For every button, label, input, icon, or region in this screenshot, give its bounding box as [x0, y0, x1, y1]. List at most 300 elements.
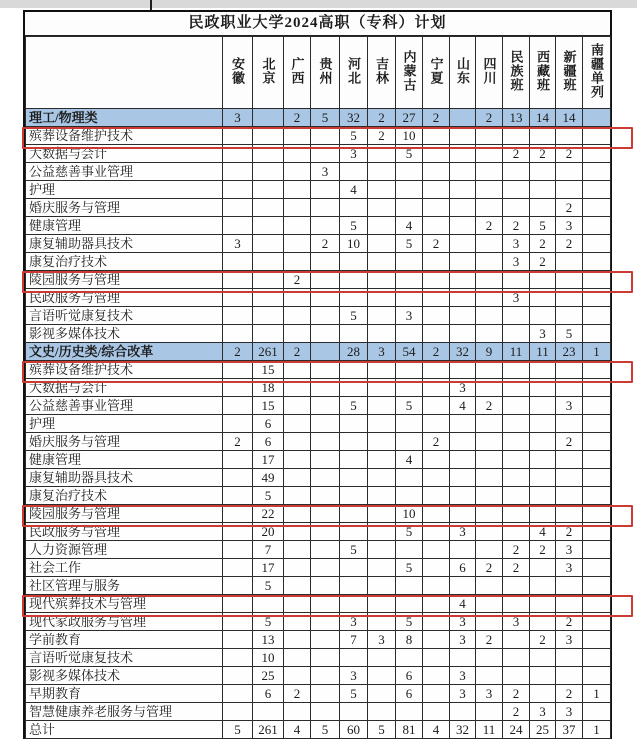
- table-row: [26, 541, 611, 559]
- value-cell: [311, 595, 340, 613]
- value-cell: [223, 631, 253, 649]
- value-cell: [340, 361, 368, 379]
- value-cell: [340, 703, 368, 721]
- value-cell: 5: [396, 145, 423, 163]
- row-label: 早期教育: [26, 685, 223, 703]
- value-cell: [503, 379, 530, 397]
- value-cell: [396, 163, 423, 181]
- value-cell: 4: [396, 451, 423, 469]
- value-cell: [423, 163, 450, 181]
- value-cell: [476, 613, 503, 631]
- value-cell: [530, 163, 556, 181]
- value-cell: [583, 613, 611, 631]
- value-cell: [368, 163, 396, 181]
- row-label: 总计: [26, 721, 223, 739]
- value-cell: [284, 595, 311, 613]
- row-label: 现代殡葬技术与管理: [26, 595, 223, 613]
- top-strip: [0, 0, 637, 8]
- value-cell: [311, 469, 340, 487]
- value-cell: [368, 703, 396, 721]
- value-cell: [396, 271, 423, 289]
- section-row: [26, 343, 611, 361]
- value-cell: [450, 451, 476, 469]
- value-cell: [476, 199, 503, 217]
- value-cell: [583, 649, 611, 667]
- value-cell: [423, 631, 450, 649]
- value-cell: [450, 325, 476, 343]
- value-cell: [556, 469, 583, 487]
- value-cell: [503, 199, 530, 217]
- value-cell: 3: [450, 523, 476, 541]
- value-cell: [556, 487, 583, 505]
- value-cell: 7: [253, 541, 284, 559]
- value-cell: [583, 181, 611, 199]
- value-cell: [556, 307, 583, 325]
- value-cell: [340, 415, 368, 433]
- table-row: [26, 631, 611, 649]
- value-cell: [368, 181, 396, 199]
- value-cell: [223, 613, 253, 631]
- value-cell: [284, 703, 311, 721]
- value-cell: [583, 325, 611, 343]
- table-row: [26, 181, 611, 199]
- value-cell: 2: [503, 559, 530, 577]
- value-cell: [223, 523, 253, 541]
- value-cell: [311, 379, 340, 397]
- value-cell: 2: [423, 235, 450, 253]
- value-cell: [368, 253, 396, 271]
- value-cell: [423, 703, 450, 721]
- value-cell: [530, 451, 556, 469]
- value-cell: [476, 379, 503, 397]
- table-row: [26, 163, 611, 181]
- value-cell: 3: [450, 379, 476, 397]
- value-cell: 2: [423, 433, 450, 451]
- value-cell: 6: [450, 559, 476, 577]
- value-cell: [503, 667, 530, 685]
- value-cell: [450, 235, 476, 253]
- value-cell: 2: [284, 343, 311, 361]
- value-cell: [223, 487, 253, 505]
- value-cell: 2: [223, 343, 253, 361]
- value-cell: [284, 217, 311, 235]
- value-cell: [340, 433, 368, 451]
- value-cell: [503, 469, 530, 487]
- value-cell: [450, 163, 476, 181]
- value-cell: 5: [311, 721, 340, 739]
- value-cell: [583, 397, 611, 415]
- table-row: [26, 235, 611, 253]
- value-cell: 3: [556, 397, 583, 415]
- value-cell: [556, 451, 583, 469]
- row-label: 民政服务与管理: [26, 289, 223, 307]
- value-cell: 261: [253, 721, 284, 739]
- table-row: [26, 379, 611, 397]
- value-cell: 3: [503, 289, 530, 307]
- value-cell: 2: [556, 199, 583, 217]
- value-cell: 3: [450, 631, 476, 649]
- value-cell: 2: [223, 433, 253, 451]
- value-cell: [284, 541, 311, 559]
- value-cell: [450, 703, 476, 721]
- value-cell: [556, 181, 583, 199]
- value-cell: [340, 253, 368, 271]
- value-cell: [423, 145, 450, 163]
- value-cell: 5: [340, 397, 368, 415]
- value-cell: 32: [340, 109, 368, 127]
- value-cell: [284, 181, 311, 199]
- value-cell: 5: [396, 523, 423, 541]
- value-cell: [583, 379, 611, 397]
- value-cell: [423, 199, 450, 217]
- value-cell: [311, 145, 340, 163]
- value-cell: 3: [450, 613, 476, 631]
- value-cell: 4: [340, 181, 368, 199]
- table-row: [26, 649, 611, 667]
- value-cell: 11: [476, 721, 503, 739]
- value-cell: [340, 649, 368, 667]
- value-cell: [583, 217, 611, 235]
- value-cell: [423, 451, 450, 469]
- value-cell: [450, 145, 476, 163]
- value-cell: [223, 649, 253, 667]
- value-cell: [503, 433, 530, 451]
- value-cell: [396, 325, 423, 343]
- value-cell: [284, 451, 311, 469]
- value-cell: [368, 469, 396, 487]
- value-cell: [253, 109, 284, 127]
- value-cell: [340, 595, 368, 613]
- value-cell: [450, 505, 476, 523]
- value-cell: [530, 127, 556, 145]
- value-cell: [530, 199, 556, 217]
- value-cell: 23: [556, 343, 583, 361]
- value-cell: 4: [396, 217, 423, 235]
- row-label: 公益慈善事业管理: [26, 163, 223, 181]
- value-cell: [223, 163, 253, 181]
- value-cell: [583, 307, 611, 325]
- value-cell: 3: [556, 703, 583, 721]
- value-cell: 5: [396, 559, 423, 577]
- value-cell: [583, 703, 611, 721]
- value-cell: 6: [253, 433, 284, 451]
- value-cell: [368, 361, 396, 379]
- value-cell: [340, 577, 368, 595]
- table-row: [26, 127, 611, 145]
- column-header: 北京: [253, 37, 284, 109]
- value-cell: [583, 433, 611, 451]
- value-cell: [530, 271, 556, 289]
- row-label: 殡葬设备维护技术: [26, 127, 223, 145]
- value-cell: [423, 217, 450, 235]
- value-cell: [423, 487, 450, 505]
- value-cell: [368, 667, 396, 685]
- value-cell: [503, 577, 530, 595]
- row-label: 健康管理: [26, 217, 223, 235]
- value-cell: [368, 271, 396, 289]
- column-header: 新疆班: [556, 37, 583, 109]
- section-row: [26, 109, 611, 127]
- value-cell: [476, 541, 503, 559]
- table-row: [26, 433, 611, 451]
- value-cell: [476, 451, 503, 469]
- program-column-header: [26, 37, 223, 109]
- value-cell: [476, 649, 503, 667]
- value-cell: [530, 361, 556, 379]
- value-cell: 32: [450, 721, 476, 739]
- value-cell: [583, 631, 611, 649]
- value-cell: 4: [450, 397, 476, 415]
- value-cell: [284, 613, 311, 631]
- value-cell: 6: [253, 685, 284, 703]
- value-cell: 5: [396, 397, 423, 415]
- row-label: 人力资源管理: [26, 541, 223, 559]
- value-cell: [476, 145, 503, 163]
- value-cell: 2: [368, 127, 396, 145]
- row-label: 健康管理: [26, 451, 223, 469]
- value-cell: [530, 181, 556, 199]
- value-cell: [530, 649, 556, 667]
- value-cell: [368, 145, 396, 163]
- value-cell: 2: [368, 109, 396, 127]
- value-cell: 5: [340, 217, 368, 235]
- value-cell: 2: [284, 271, 311, 289]
- value-cell: 3: [450, 667, 476, 685]
- value-cell: [476, 415, 503, 433]
- value-cell: [223, 577, 253, 595]
- value-cell: [223, 685, 253, 703]
- value-cell: [530, 469, 556, 487]
- table-row: [26, 415, 611, 433]
- row-label: 康复治疗技术: [26, 253, 223, 271]
- value-cell: [503, 505, 530, 523]
- value-cell: [530, 577, 556, 595]
- value-cell: 18: [253, 379, 284, 397]
- value-cell: [284, 415, 311, 433]
- value-cell: [423, 361, 450, 379]
- value-cell: [530, 415, 556, 433]
- value-cell: [311, 649, 340, 667]
- value-cell: [450, 307, 476, 325]
- value-cell: [583, 145, 611, 163]
- value-cell: 5: [340, 541, 368, 559]
- value-cell: [284, 253, 311, 271]
- value-cell: [450, 289, 476, 307]
- value-cell: [476, 271, 503, 289]
- value-cell: [311, 703, 340, 721]
- value-cell: 2: [556, 235, 583, 253]
- value-cell: [340, 469, 368, 487]
- value-cell: 14: [530, 109, 556, 127]
- table-row: [26, 145, 611, 163]
- value-cell: [223, 325, 253, 343]
- row-label: 大数据与会计: [26, 379, 223, 397]
- value-cell: [423, 397, 450, 415]
- value-cell: [311, 397, 340, 415]
- value-cell: 17: [253, 451, 284, 469]
- value-cell: 2: [530, 235, 556, 253]
- value-cell: [423, 325, 450, 343]
- value-cell: 3: [476, 685, 503, 703]
- row-label: 影视多媒体技术: [26, 667, 223, 685]
- value-cell: [503, 163, 530, 181]
- value-cell: [311, 361, 340, 379]
- value-cell: [530, 397, 556, 415]
- value-cell: 24: [503, 721, 530, 739]
- value-cell: [556, 253, 583, 271]
- value-cell: 8: [396, 631, 423, 649]
- value-cell: 5: [530, 217, 556, 235]
- value-cell: [284, 307, 311, 325]
- value-cell: [223, 397, 253, 415]
- value-cell: 3: [556, 217, 583, 235]
- value-cell: [503, 271, 530, 289]
- value-cell: 3: [556, 559, 583, 577]
- value-cell: [253, 127, 284, 145]
- value-cell: [340, 289, 368, 307]
- value-cell: [340, 199, 368, 217]
- value-cell: [368, 613, 396, 631]
- value-cell: [311, 307, 340, 325]
- value-cell: 25: [530, 721, 556, 739]
- value-cell: [223, 469, 253, 487]
- value-cell: [311, 577, 340, 595]
- value-cell: [423, 307, 450, 325]
- table-row: [26, 703, 611, 721]
- column-header: 西藏班: [530, 37, 556, 109]
- row-label: 言语听觉康复技术: [26, 307, 223, 325]
- value-cell: [450, 217, 476, 235]
- value-cell: 15: [253, 361, 284, 379]
- value-cell: [530, 505, 556, 523]
- value-cell: [583, 271, 611, 289]
- value-cell: 2: [423, 343, 450, 361]
- table-row: [26, 451, 611, 469]
- column-header: 吉林: [368, 37, 396, 109]
- value-cell: [503, 415, 530, 433]
- value-cell: 3: [503, 235, 530, 253]
- row-label: 护理: [26, 181, 223, 199]
- value-cell: 2: [423, 109, 450, 127]
- value-cell: [450, 487, 476, 505]
- row-label: 文史/历史类/综合改革: [26, 343, 223, 361]
- value-cell: [450, 577, 476, 595]
- value-cell: 2: [556, 433, 583, 451]
- value-cell: [530, 685, 556, 703]
- value-cell: [253, 595, 284, 613]
- value-cell: 3: [340, 145, 368, 163]
- value-cell: [311, 343, 340, 361]
- value-cell: 3: [556, 631, 583, 649]
- value-cell: 1: [583, 343, 611, 361]
- value-cell: 32: [450, 343, 476, 361]
- value-cell: 49: [253, 469, 284, 487]
- value-cell: [556, 595, 583, 613]
- value-cell: 3: [530, 325, 556, 343]
- value-cell: [223, 541, 253, 559]
- total-row: [26, 721, 611, 739]
- value-cell: 4: [284, 721, 311, 739]
- value-cell: [530, 307, 556, 325]
- value-cell: [368, 325, 396, 343]
- value-cell: 6: [253, 415, 284, 433]
- table-row: [26, 559, 611, 577]
- value-cell: [253, 307, 284, 325]
- table-row: [26, 397, 611, 415]
- value-cell: [396, 199, 423, 217]
- value-cell: [530, 289, 556, 307]
- value-cell: [311, 127, 340, 145]
- value-cell: [223, 505, 253, 523]
- column-header: 内蒙古: [396, 37, 423, 109]
- value-cell: [583, 487, 611, 505]
- value-cell: 2: [556, 685, 583, 703]
- value-cell: [368, 595, 396, 613]
- value-cell: [503, 397, 530, 415]
- value-cell: [396, 433, 423, 451]
- value-cell: [340, 379, 368, 397]
- value-cell: [583, 253, 611, 271]
- value-cell: [311, 433, 340, 451]
- value-cell: [311, 415, 340, 433]
- value-cell: [583, 541, 611, 559]
- table-row: [26, 307, 611, 325]
- table-row: [26, 361, 611, 379]
- value-cell: [556, 379, 583, 397]
- column-header: 宁夏: [423, 37, 450, 109]
- header-row: [26, 37, 611, 109]
- value-cell: [583, 559, 611, 577]
- value-cell: [396, 361, 423, 379]
- value-cell: [311, 451, 340, 469]
- value-cell: [583, 163, 611, 181]
- value-cell: 10: [253, 649, 284, 667]
- value-cell: [284, 145, 311, 163]
- value-cell: [284, 127, 311, 145]
- value-cell: 2: [311, 235, 340, 253]
- table-row: [26, 613, 611, 631]
- value-cell: [253, 289, 284, 307]
- value-cell: 2: [556, 613, 583, 631]
- value-cell: [423, 613, 450, 631]
- value-cell: [423, 181, 450, 199]
- value-cell: [253, 199, 284, 217]
- value-cell: [284, 289, 311, 307]
- row-label: 社会工作: [26, 559, 223, 577]
- value-cell: [476, 577, 503, 595]
- value-cell: [311, 253, 340, 271]
- value-cell: [340, 523, 368, 541]
- row-label: 理工/物理类: [26, 109, 223, 127]
- value-cell: 5: [223, 721, 253, 739]
- value-cell: [476, 487, 503, 505]
- value-cell: [476, 469, 503, 487]
- value-cell: 3: [450, 685, 476, 703]
- value-cell: 5: [368, 721, 396, 739]
- value-cell: [503, 181, 530, 199]
- value-cell: 5: [253, 487, 284, 505]
- value-cell: [284, 631, 311, 649]
- value-cell: 2: [530, 631, 556, 649]
- value-cell: 11: [503, 343, 530, 361]
- value-cell: [396, 541, 423, 559]
- value-cell: 5: [396, 235, 423, 253]
- value-cell: 27: [396, 109, 423, 127]
- value-cell: [530, 433, 556, 451]
- value-cell: [476, 595, 503, 613]
- value-cell: [311, 217, 340, 235]
- value-cell: [284, 361, 311, 379]
